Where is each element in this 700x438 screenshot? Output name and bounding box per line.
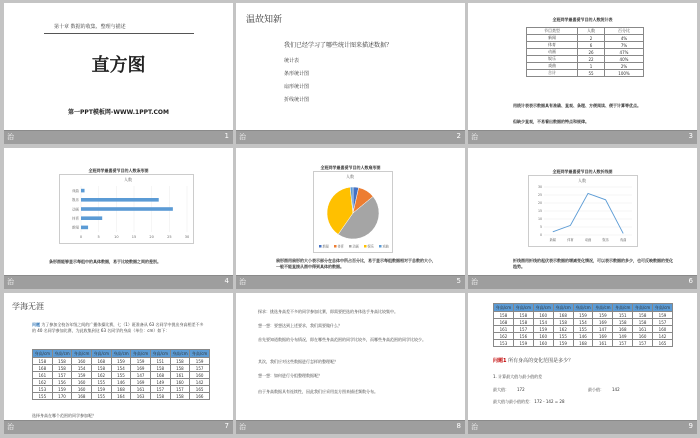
- table-cell: 168: [150, 372, 170, 379]
- slide-thumbnail-4[interactable]: [4, 148, 233, 289]
- table-cell: 160: [533, 333, 553, 340]
- table-cell: 1: [578, 63, 605, 70]
- footer-text: 治: [239, 423, 246, 431]
- table-cell: 159: [553, 340, 573, 347]
- question-text: 选择身高在哪个范围的同学参加呢？: [32, 413, 96, 418]
- table-header-cell: 身高/cm: [533, 304, 553, 312]
- footer-text: 治: [7, 423, 14, 431]
- category-label: 体育: [567, 238, 574, 242]
- chart-legend: 人数: [578, 178, 586, 183]
- table-cell: 155: [91, 379, 111, 386]
- table-cell: 55: [578, 70, 605, 77]
- tick-label: 25: [537, 193, 542, 198]
- table-cell: 168: [33, 365, 53, 372]
- table-cell: 合计: [527, 70, 578, 77]
- table-cell: 47%: [605, 49, 644, 56]
- problem-body: 为了参加全校各年级之间的广播体操比赛，七（1）班准备从 63 名同学中挑出身高相差不多的 40 名同学参加比赛，为此收集到这 63 名同学的身高（单位：cm）如下：: [32, 322, 204, 333]
- table-cell: 168: [553, 312, 573, 319]
- table-cell: 151: [613, 312, 633, 319]
- chart-title: 全班同学最喜爱节目的人数折线图: [552, 169, 613, 174]
- slide-thumbnail-6[interactable]: [468, 148, 697, 289]
- table-header-cell: 身高/cm: [613, 304, 633, 312]
- bar: [81, 226, 88, 230]
- table-cell: 160: [72, 386, 92, 393]
- table-cell: 2%: [605, 63, 644, 70]
- table-cell: 159: [653, 312, 673, 319]
- problem-text: [32, 322, 207, 334]
- max-label: 最大值：: [493, 387, 509, 392]
- table-cell: 169: [593, 319, 613, 326]
- legend-label: 新闻: [322, 244, 329, 249]
- table-cell: 161: [131, 386, 151, 393]
- category-label: 戏曲: [72, 188, 79, 193]
- slide-footer: [4, 420, 233, 434]
- table-row: [527, 56, 644, 63]
- table-header-cell: 身高/cm: [131, 350, 151, 358]
- problem-line: [493, 357, 573, 364]
- footer-text: 治: [7, 133, 14, 141]
- tick-label: 15: [537, 209, 542, 214]
- slide-thumbnail-8[interactable]: [236, 293, 465, 434]
- tick-label: 20: [537, 201, 542, 206]
- table-cell: 162: [91, 372, 111, 379]
- bar: [81, 216, 102, 220]
- legend-swatch: [319, 245, 322, 248]
- footer-text: 治: [471, 278, 478, 286]
- table-row: [527, 35, 644, 42]
- body-text: 想一想：要想达到上述要求，我们需要做什么？: [258, 323, 342, 328]
- legend-label: 体育: [337, 244, 344, 249]
- table-cell: 161: [593, 340, 613, 347]
- table-cell: 157: [633, 340, 653, 347]
- table-cell: 160: [533, 340, 553, 347]
- table-row: [494, 312, 673, 319]
- table-cell: 165: [653, 340, 673, 347]
- table-header-cell: 身高/cm: [653, 304, 673, 312]
- slide-footer: [236, 275, 465, 289]
- table-cell: 157: [613, 340, 633, 347]
- table-cell: 157: [513, 326, 533, 333]
- table-row: [527, 49, 644, 56]
- max-value: 172: [517, 387, 525, 392]
- table-header-cell: 身高/cm: [72, 350, 92, 358]
- table-header-cell: 身高/cm: [553, 304, 573, 312]
- table-row: [33, 386, 210, 393]
- table-header-cell: 身高/cm: [170, 350, 190, 358]
- slide-footer: [468, 130, 697, 144]
- slide-footer: [236, 130, 465, 144]
- table-cell: 新闻: [527, 35, 578, 42]
- table-row: [33, 393, 210, 400]
- table-cell: 158: [150, 393, 170, 400]
- table-cell: 娱乐: [527, 56, 578, 63]
- table-cell: 168: [573, 340, 593, 347]
- table-cell: 160: [170, 379, 190, 386]
- table-cell: 158: [494, 312, 514, 319]
- table-header-cell: 百分比: [605, 28, 644, 35]
- table-header-cell: 身高/cm: [150, 350, 170, 358]
- legend-swatch: [334, 245, 337, 248]
- series-line: [553, 193, 623, 233]
- table-cell: 154: [72, 365, 92, 372]
- heights-table: [493, 303, 673, 347]
- table-cell: 157: [653, 319, 673, 326]
- slide-thumbnail-3[interactable]: [468, 3, 697, 144]
- table-cell: 159: [91, 386, 111, 393]
- list-item: 折线统计图: [284, 97, 310, 103]
- site-name: 第一PPT模板网-WWW.1PPT.COM: [68, 109, 169, 116]
- table-header-cell: 身高/cm: [52, 350, 72, 358]
- table-cell: 159: [533, 326, 553, 333]
- table-cell: 158: [170, 358, 190, 365]
- category-label: 新闻: [72, 225, 79, 230]
- table-row: [33, 358, 210, 365]
- tick-label: 30: [184, 235, 190, 239]
- table-cell: 155: [573, 326, 593, 333]
- table-cell: 162: [33, 379, 53, 386]
- tick-label: 25: [167, 235, 172, 239]
- table-cell: 162: [553, 326, 573, 333]
- table-row: [527, 70, 644, 77]
- table-header-cell: 身高/cm: [33, 350, 53, 358]
- table-cell: 159: [111, 358, 131, 365]
- table-header-cell: 身高/cm: [91, 350, 111, 358]
- table-cell: 40%: [605, 56, 644, 63]
- table-header-cell: 身高/cm: [593, 304, 613, 312]
- table-cell: 161: [170, 372, 190, 379]
- table-row: [494, 326, 673, 333]
- tick-label: 10: [114, 235, 119, 239]
- tick-label: 5: [539, 225, 542, 230]
- chart-caption: 折线图用折线的起伏表示数据的增减变化情况，可以表示数据的多少，也可反映数据的变化趋势。: [513, 258, 673, 269]
- table-cell: 154: [573, 319, 593, 326]
- table-cell: 153: [494, 340, 514, 347]
- table-cell: 159: [52, 386, 72, 393]
- min-label: 最小值：: [588, 387, 604, 392]
- table-cell: 146: [111, 379, 131, 386]
- table-row: [494, 333, 673, 340]
- slide-heading: 温故知新: [246, 15, 283, 25]
- table-cell: 153: [33, 386, 53, 393]
- table-cell: 163: [131, 393, 151, 400]
- slide-number: 6: [688, 277, 693, 285]
- tick-label: 5: [97, 235, 100, 239]
- table-cell: 159: [573, 312, 593, 319]
- chapter-title: 第十章 数据的收集、整理与描述: [54, 24, 126, 30]
- table-row: [33, 379, 210, 386]
- category-label: 动画: [584, 238, 592, 242]
- bar-chart: [59, 174, 194, 244]
- table-cell: 158: [52, 365, 72, 372]
- table-cell: 154: [533, 319, 553, 326]
- table-header-cell: 人数: [578, 28, 605, 35]
- table-cell: 155: [91, 393, 111, 400]
- table-cell: 160: [653, 326, 673, 333]
- list-item: 统计表: [284, 58, 300, 64]
- table-cell: 168: [111, 386, 131, 393]
- table-cell: 158: [553, 319, 573, 326]
- table-cell: 142: [653, 333, 673, 340]
- table-cell: 155: [111, 372, 131, 379]
- table-cell: 168: [72, 393, 92, 400]
- table-cell: 161: [633, 326, 653, 333]
- slide-number: 8: [456, 422, 461, 430]
- table-cell: 159: [190, 358, 210, 365]
- table-row: [527, 63, 644, 70]
- min-line: [588, 387, 620, 393]
- table-row: [33, 372, 210, 379]
- table-cell: 161: [33, 372, 53, 379]
- table-cell: 7%: [605, 42, 644, 49]
- table-cell: 146: [573, 333, 593, 340]
- category-label: 动画: [72, 207, 79, 212]
- list-item: 扇形统计图: [284, 84, 310, 90]
- table-cell: 100%: [605, 70, 644, 77]
- table-cell: 158: [52, 358, 72, 365]
- footer-text: 治: [239, 133, 246, 141]
- legend-swatch: [379, 245, 382, 248]
- slide-thumbnail-9[interactable]: [468, 293, 697, 434]
- table-row: [33, 365, 210, 372]
- slide-number: 7: [224, 422, 229, 430]
- slide-footer: [4, 275, 233, 289]
- table-cell: 165: [190, 386, 210, 393]
- table-cell: 6: [578, 42, 605, 49]
- table-header-cell: 身高/cm: [494, 304, 514, 312]
- table-cell: 158: [633, 312, 653, 319]
- chart-caption: 扇形图用扇形的大小表示部分在总体中所占百分比，易于显示每组数据相对于总数的大小，一般不能直接从图中得到具体的数据。: [276, 258, 436, 269]
- table-row: [494, 319, 673, 326]
- slide-number: 3: [688, 132, 693, 140]
- table-cell: 159: [131, 358, 151, 365]
- note-text: 用统计表表示数据具有准确、直观、条理、方便阅读、便于计算等优点。: [513, 103, 641, 108]
- table-cell: 166: [190, 393, 210, 400]
- table-cell: 4%: [605, 35, 644, 42]
- table-cell: 159: [513, 340, 533, 347]
- table-header-row: [494, 304, 673, 312]
- category-label: 戏曲: [620, 238, 627, 242]
- table-cell: 2: [578, 35, 605, 42]
- tick-label: 30: [537, 185, 542, 190]
- tick-label: 10: [537, 217, 542, 222]
- pie-chart: [313, 171, 393, 253]
- table-header-cell: 身高/cm: [573, 304, 593, 312]
- table-header-row: [527, 28, 644, 35]
- table-cell: 164: [111, 393, 131, 400]
- diff-text: 最大值与最小值的差： 172 - 142 = 28: [493, 399, 565, 404]
- heights-table-body: [33, 358, 210, 400]
- body-text: 探求：挑选身高差不多的同学参加比赛，即需要把选的身体选手身高比较集中。: [258, 309, 398, 314]
- slide-number: 4: [224, 277, 229, 285]
- table-cell: 155: [553, 333, 573, 340]
- table-cell: 158: [170, 393, 190, 400]
- table-cell: 160: [72, 358, 92, 365]
- category-label: 娱乐: [72, 198, 79, 203]
- legend-label: 动画: [352, 244, 359, 249]
- body-text: 首先要知道数据的分布情况，即在哪些身高范围的同学比较多，而哪些身高范围的同学比较少。: [258, 337, 426, 342]
- table-header-cell: 节目类型: [527, 28, 578, 35]
- body-text: 其次，我们应对这些数据进行怎样的整理呢？: [258, 359, 338, 364]
- table-cell: 158: [513, 312, 533, 319]
- table-title: 全班同学最喜爱节目的人数统计表: [552, 17, 613, 22]
- slide-number: 1: [224, 132, 229, 140]
- note-text: 但缺少直观，不易看出数据的特点和规律。: [513, 119, 589, 124]
- chart-caption: 条形图能够显示每组中的具体数据，易于比较数据之间的差别。: [49, 259, 161, 264]
- slide-footer: [4, 130, 233, 144]
- step-text: 1. 计算最大值与最小值的差: [493, 374, 543, 379]
- heights-table-body: [494, 312, 673, 347]
- bar: [81, 207, 173, 211]
- legend-swatch: [349, 245, 352, 248]
- tick-label: 15: [131, 235, 137, 239]
- chart-legend: 人数: [346, 174, 354, 179]
- slide-thumbnail-1[interactable]: [4, 3, 233, 144]
- slide-footer: [236, 420, 465, 434]
- footer-text: 治: [471, 133, 478, 141]
- table-cell: 169: [131, 379, 151, 386]
- category-label: 体育: [72, 216, 79, 221]
- table-cell: 158: [91, 365, 111, 372]
- chart-legend: 人数: [124, 177, 132, 182]
- table-cell: 155: [33, 393, 53, 400]
- table-cell: 169: [131, 365, 151, 372]
- table-cell: 159: [593, 312, 613, 319]
- legend-label: 戏曲: [382, 244, 389, 249]
- slide-footer: [468, 275, 697, 289]
- table-header-cell: 身高/cm: [633, 304, 653, 312]
- table-cell: 158: [170, 365, 190, 372]
- table-header-cell: 身高/cm: [190, 350, 210, 358]
- table-cell: 体育: [527, 42, 578, 49]
- problem-label: 问题: [32, 322, 40, 327]
- table-cell: 168: [91, 358, 111, 365]
- table-cell: 158: [33, 358, 53, 365]
- table-cell: 151: [150, 358, 170, 365]
- table-cell: 162: [494, 333, 514, 340]
- bar: [81, 189, 85, 193]
- problem-label: 问题1: [493, 358, 507, 364]
- chart-title: 全班同学最喜爱节目的人数条形图: [88, 168, 149, 173]
- table-cell: 26: [578, 49, 605, 56]
- chart-title: 全班同学最喜爱节目的人数扇形图: [320, 165, 381, 170]
- stats-table: [526, 27, 644, 77]
- tick-label: 0: [539, 233, 542, 238]
- table-cell: 158: [150, 365, 170, 372]
- slide-title: 直方图: [91, 55, 146, 76]
- table-cell: 160: [72, 379, 92, 386]
- body-text: 由于身高数据具有连续性，因此我们应采用直方图来描述频数分布。: [258, 389, 378, 394]
- footer-text: 治: [239, 278, 246, 286]
- list-item: 条形统计图: [284, 71, 310, 77]
- table-header-cell: 身高/cm: [513, 304, 533, 312]
- slide-thumbnail-2[interactable]: [236, 3, 465, 144]
- question-text: 我们已经学习了哪些统计图来描述数据？: [284, 42, 393, 49]
- tick-label: 20: [149, 235, 154, 239]
- table-cell: 170: [52, 393, 72, 400]
- body-text: 想一想：如何进行分组整理数据呢？: [258, 373, 322, 378]
- table-cell: 168: [494, 319, 514, 326]
- table-cell: 168: [613, 326, 633, 333]
- table-row: [527, 42, 644, 49]
- table-cell: 159: [72, 372, 92, 379]
- table-cell: 157: [52, 372, 72, 379]
- slide-number: 2: [456, 132, 461, 140]
- divider: [44, 33, 194, 34]
- table-cell: 161: [494, 326, 514, 333]
- table-cell: 160: [633, 333, 653, 340]
- table-cell: 142: [190, 379, 210, 386]
- bar: [81, 198, 159, 202]
- table-cell: 154: [111, 365, 131, 372]
- min-value: 142: [612, 387, 620, 392]
- footer-text: 治: [7, 278, 14, 286]
- table-cell: 149: [613, 333, 633, 340]
- table-cell: 147: [593, 326, 613, 333]
- slide-number: 9: [688, 422, 693, 430]
- table-cell: 动画: [527, 49, 578, 56]
- slide-heading: 学海无涯: [12, 302, 44, 311]
- table-cell: 157: [190, 365, 210, 372]
- category-label: 新闻: [549, 238, 556, 242]
- footer-text: 治: [471, 423, 478, 431]
- max-line: [493, 387, 525, 393]
- slide-footer: [468, 420, 697, 434]
- table-cell: 158: [513, 319, 533, 326]
- slide-number: 5: [456, 277, 461, 285]
- table-row: [494, 340, 673, 347]
- table-cell: 158: [613, 319, 633, 326]
- table-cell: 156: [513, 333, 533, 340]
- slide-thumbnail-7[interactable]: [4, 293, 233, 434]
- category-label: 娱乐: [602, 238, 609, 242]
- table-cell: 147: [131, 372, 151, 379]
- problem-body: 所有身高的变化范围是多少？: [508, 358, 574, 364]
- table-cell: 157: [170, 386, 190, 393]
- legend-swatch: [364, 245, 367, 248]
- table-cell: 160: [190, 372, 210, 379]
- table-cell: 158: [633, 319, 653, 326]
- table-cell: 156: [52, 379, 72, 386]
- table-cell: 169: [593, 333, 613, 340]
- table-cell: 160: [533, 312, 553, 319]
- table-header-row: [33, 350, 210, 358]
- line-chart: [528, 175, 638, 247]
- tick-label: 0: [79, 235, 83, 239]
- table-cell: 157: [150, 386, 170, 393]
- heights-table: [32, 349, 210, 400]
- slide-thumbnail-5[interactable]: [236, 148, 465, 289]
- table-cell: 149: [150, 379, 170, 386]
- table-header-cell: 身高/cm: [111, 350, 131, 358]
- table-cell: 22: [578, 56, 605, 63]
- legend-label: 娱乐: [367, 244, 374, 249]
- table-cell: 戏曲: [527, 63, 578, 70]
